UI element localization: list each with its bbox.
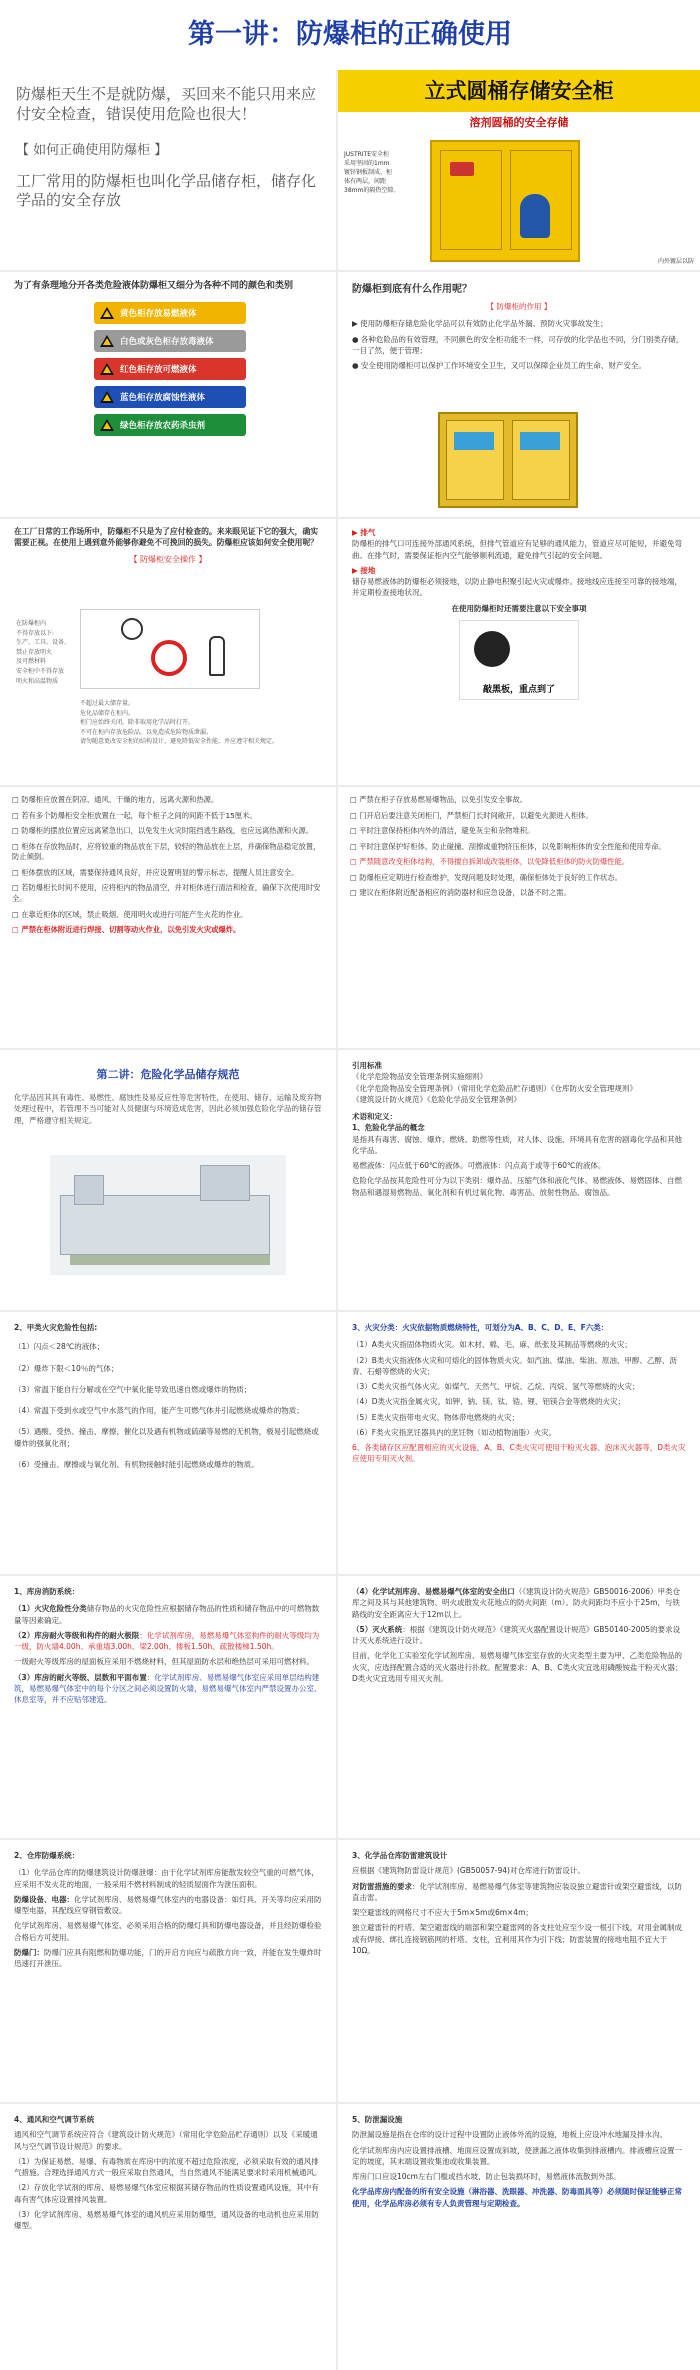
- ad-spec: 镀锌钢板制成，柜: [344, 169, 393, 176]
- para-text: ：根据《建筑设计防火规范》《建筑灭火器配置设计规范》GB50140-2005的要求设计灭火系统进行设计。: [352, 1624, 681, 1645]
- check-item: [12, 795, 324, 806]
- para: [352, 1624, 686, 1647]
- para: 独立避雷针的杆塔、架空避雷线的端部和架空避雷网的各支柱处应至少设一根引下线。对用金属制成或有焊接、绑扎连接钢筋网的杆塔、支柱，宜利用其作为引下线；防雷装置的接地电阻不宜大于10Ω。: [352, 1923, 682, 1955]
- check-text: □ 严禁随意改变柜体结构，不得擅自拆卸或改装柜体，以免降低柜体的防火防爆性能。: [350, 857, 630, 867]
- fire-class-item: （2）B类火灾指液体火灾和可熔化的固体物质火灾。如汽油、煤油、柴油、原油、甲醇、乙醇、沥青、石蜡等燃烧的火灾；: [352, 1355, 677, 1376]
- label-text: 蓝色柜存放腐蚀性液体: [120, 393, 206, 404]
- term-text: 危险化学品按其危险性可分为以下类别：爆炸品、压缩气体和液化气体、易燃液体、易燃固体、自燃物品和遇湿易燃物品、氧化剂和有机过氧化物、毒害品、放射性物品、腐蚀品。: [352, 1176, 682, 1197]
- check-text: □ 防爆柜应放置在阴凉、通风、干燥的地方，远离火源和热源。: [12, 795, 219, 804]
- slide2-bullet: ● 安全使用防爆柜可以保护工作环境安全卫生，又可以保障企业员工的生命、财产安全。: [352, 361, 646, 370]
- slide9-title: 2、甲类火灾危险性包括:: [14, 1323, 98, 1332]
- para: [14, 1672, 322, 1706]
- class-a-item: （4）常温下受到水或空气中水蒸气的作用，能产生可燃气体并引起燃烧或爆炸的物质；: [14, 1406, 304, 1415]
- color-label-list: [94, 302, 246, 436]
- para: 一级耐火等级库房的屋面板应采用不燃烧材料，但其屋面防水层和绝热层可采用可燃材料。: [14, 1657, 314, 1667]
- warning-icon: [100, 363, 114, 375]
- para-title: （2）库房耐火等级和构件的耐火极限: [14, 1630, 140, 1640]
- label-yellow: [94, 302, 246, 324]
- para: [352, 1881, 686, 1904]
- para-text: 化学试剂库房、易燃易爆气体室内的电器设备：如灯具、开关等均应采用防爆型电器，其配线应穿钢管敷设。: [14, 1894, 322, 1915]
- para: 目前，化学化工实验室化学试剂库房、易燃易爆气体室室存放的火灾类型主要为甲、乙类危险物品的火灾，应选择配置合适的灭火器进行扑救。配置要求：A、B、C类火灾宜选用磷酸铵盐干粉灭火器；D类火灾宜选用专用灭火剂。: [352, 1651, 683, 1683]
- note-line: 明火和高温物质: [16, 677, 59, 685]
- label-text: 红色柜存放可燃液体: [120, 365, 197, 376]
- meme-face-icon: [474, 631, 510, 667]
- para-title: 防爆门：: [14, 1947, 44, 1957]
- para: （2）存放化学试剂的库房、易燃易爆气体室应根据其储存物品的性质设置通风设施，其中有毒有害气体应设置排风装置。: [14, 2183, 319, 2204]
- ad-subtitle: 溶剂圆桶的安全存储: [469, 116, 569, 129]
- check-text: □ 防爆柜应定期进行检查维护，发现问题及时处理，确保柜体处于良好的工作状态。: [350, 872, 622, 882]
- note-line: 在防爆柜内: [16, 620, 47, 627]
- label-text: 绿色柜存放农药杀虫剂: [120, 421, 206, 432]
- para: （3）化学试剂库房、易燃易爆气体室的通风机应采用防爆型，通风设备的电动机也应采用防爆型。: [14, 2209, 319, 2230]
- class-a-item: （5）遇酸、受热、撞击、摩擦、催化以及遇有机物或硫磺等易燃的无机物，极易引起燃烧或爆炸的强氧化剂；: [14, 1427, 319, 1448]
- bottom-line: 请勿随意更改安全柜的结构设计，避免降低安全性能，并应遵守相关规定。: [80, 738, 279, 746]
- slide-leak-prevention: [338, 2104, 700, 2370]
- warning-icon: [100, 307, 114, 319]
- note-line: 生产、工具、设备、: [16, 639, 71, 647]
- bottom-line: 柜门应始终关闭，除非取用化学品时打开。: [80, 719, 195, 727]
- term-title: 1、危险化学品的概念: [352, 1123, 425, 1133]
- slide3-bottom: [80, 699, 320, 747]
- para: [14, 1630, 322, 1653]
- check-item: [350, 842, 688, 853]
- slide2-bullet: ● 各种危险品的有效管理，不同颜色的安全柜功能不一样，可存放的化学品也不同，分门别类存储，一目了然，便于管理；: [352, 334, 684, 355]
- label-blue: [94, 386, 246, 408]
- check-item: [12, 842, 324, 863]
- check-item: [350, 826, 688, 837]
- slide7-body: 化学品因其具有毒性、易燃性、腐蚀性及易反应性等危害特性，在使用、储存、运输及废弃物处理过程中，若管理不当可能对人员健康与环境造成危害，因此必须加强危险化学品的储存管理，严格遵守相关规定。: [14, 1093, 322, 1125]
- ground-title: ▶ 接地: [352, 565, 376, 575]
- label-white: [94, 330, 246, 352]
- slide11-title: 1、库房消防系统：: [14, 1587, 80, 1596]
- yellow-cabinet-image: [430, 140, 580, 262]
- slide-standards: [338, 1050, 700, 1310]
- para: 化学品库房内配备的所有安全设施（淋浴器、洗眼器、冲洗器、防毒面具等）必须随时保证能够正常使用，化学品库房必须有专人负责管理与定期检查。: [352, 2187, 682, 2208]
- check-text: □ 防爆柜的摆放位置应远离紧急出口，以免发生火灾时阻挡逃生路线，也应远离热源和火源。: [12, 826, 314, 836]
- ground-text: 储存易燃液体的防爆柜必须接地，以防止静电积聚引起火灾或爆炸。接地线应连接至可靠的接地端，并定期检查接地状况。: [352, 577, 682, 598]
- para-text: ：化学试剂库房、易燃易爆气体室等建筑物应装设独立避雷针或架空避雷线，以防直击雷。: [352, 1881, 682, 1902]
- ad-specs: [344, 150, 399, 195]
- slide-fire-protection: [0, 1576, 336, 1838]
- check-text: □ 平时注意保持柜体内外的清洁，避免灰尘和杂物堆积。: [350, 826, 535, 836]
- slide1-heading: 为了有条理地分开各类危险液体防爆柜又细分为各种不同的颜色和类别: [14, 281, 294, 291]
- slide-checklist-2: [338, 787, 700, 1048]
- check-item: [12, 868, 324, 879]
- sad-face-icon: [121, 618, 143, 640]
- para: [14, 1894, 322, 1917]
- slide-exits-extinguish: [338, 1576, 700, 1838]
- para: [352, 1586, 686, 1620]
- slide-safe-operation: [0, 519, 336, 785]
- check-item: [350, 811, 688, 822]
- label-text: 白色或灰色柜存放毒液体: [120, 337, 214, 348]
- bottom-line: 不超过最大储存量。: [80, 700, 135, 707]
- para-title: （5）灭火系统: [352, 1624, 403, 1634]
- para-text: ：化学试剂库房、易燃易爆气体室应采用单层结构建筑，易燃易爆气体室中的每个分区之间必须设置防火墙，易燃易爆气体室内严禁设置办公室、休息室等，并不应贴邻建造。: [14, 1672, 322, 1704]
- ad-footnote: 内外镀层以防: [657, 258, 694, 265]
- label-text: 黄色柜存放易燃液体: [120, 309, 197, 320]
- cabinet-ad: [338, 70, 700, 270]
- slide-explosion-proof: [0, 1840, 336, 2102]
- label-green: [94, 414, 246, 436]
- note-line: 不得存放以下:: [16, 629, 55, 637]
- check-text: □ 柜体摆放的区域，需要保持通风良好，并应设置明显的警示标志，提醒人员注意安全。: [12, 867, 299, 877]
- ad-spec: 体有两层，间距: [344, 178, 387, 185]
- class-a-item: （3）常温下能自行分解或在空气中氧化能导致迅速自燃或爆炸的物质；: [14, 1384, 252, 1394]
- ref-line: 《建筑设计防火规范》《危险化学品安全管理条例》: [352, 1094, 521, 1104]
- para-title: （4）化学试剂库房、易燃易爆气体室的安全出口: [352, 1587, 515, 1596]
- para: 库房门口应设10cm左右门槛或挡水坡，防止包装损坏时，易燃液体流散到外部。: [352, 2172, 621, 2181]
- para-text: 防爆门应具有阻燃和防爆功能，门的开启方向应与疏散方向一致，并能在发生爆炸时迅速打开泄压。: [14, 1947, 322, 1968]
- class-a-item: （6）受撞击、摩擦或与氧化剂、有机物接触时能引起燃烧或爆炸的物质。: [14, 1459, 259, 1469]
- class-a-item: （1）闪点＜28℃的液体；: [14, 1342, 105, 1352]
- slide-storage-intro: [0, 1050, 336, 1310]
- safety-icon-panel: [80, 609, 260, 689]
- check-item: [12, 910, 324, 921]
- slide-exhaust-ground: [338, 519, 700, 785]
- slide-class-a: [0, 1312, 336, 1574]
- slide2-heading: 防爆柜到底有什么作用呢？: [352, 284, 472, 295]
- para: 通风和空气调节系统应符合《建筑设计防火规范》（常用化学危险品贮存通则）以及《采暖通风与空气调节设计规范》的要求。: [14, 2130, 318, 2151]
- check-item: [350, 795, 688, 806]
- intro-section: 【 如何正确使用防爆柜 】: [16, 142, 168, 158]
- check-text: □ 门开启后要注意关闭柜门，严禁柜门长时间敞开，以避免火源进入柜体。: [350, 810, 593, 820]
- para-title: （1）火灾危险性分类: [14, 1604, 87, 1614]
- slide-checklist-1: [0, 787, 336, 1048]
- slide3-heading: 在工厂日常的工作场所中，防爆柜不只是为了应付检查的。来来眼见证下它的强大，确实需要正视。在使用上遇到意外能够你避免不可挽回的损失。防爆柜应该如何安全使用呢？: [14, 527, 319, 547]
- para: （1）为保证易燃、易爆、有毒物质在库房中的浓度不超过危险浓度，必须采取有效的通风排气措施。合理选择通风方式一般应采取自然通风，当自然通风不能满足要求时采用机械通风。: [14, 2156, 322, 2177]
- check-item: [12, 826, 324, 837]
- cabinet-photo: [438, 412, 578, 508]
- slide15-title: 4、通风和空气调节系统: [14, 2115, 95, 2124]
- fire-class-item: （1）A类火灾指固体物质火灾。如木材、棉、毛、麻、纸张及其制品等燃烧的火灾；: [352, 1340, 632, 1350]
- exhaust-text: 防爆柜的排气口可连接外部通风系统，但排气管道应有足够的通风能力，管道应尽可能短，并避免弯曲。在排气时，需要保证柜内空气能够顺利流通，避免排气引起的安全问题。: [352, 539, 682, 560]
- slide-cabinet-function: [338, 272, 700, 517]
- warning-notes: [16, 619, 70, 686]
- para-title: 防爆设备、电器：: [14, 1894, 74, 1904]
- ad-title: 立式圆桶存储安全柜: [338, 70, 700, 112]
- ad-spec: 采用坚固的1mm: [344, 160, 390, 167]
- intro-slide: [0, 70, 336, 270]
- para: 化学试剂库房、易燃易爆气体室、必须采用合格的防爆灯具和防爆电器设备，并且经防爆检验合格后方可使用。: [14, 1921, 322, 1942]
- check-item: [12, 925, 324, 936]
- bottom-line: 危化品储存在柜内。: [80, 709, 135, 717]
- fire-class-item: （4）D类火灾指金属火灾。如钾、钠、镁、钛、锆、锂、铝镁合金等燃烧的火灾；: [352, 1397, 626, 1407]
- slide2-bullet: ▶ 使用防爆柜存储危险化学品可以有效防止化学品外漏、预防火灾事故发生；: [352, 319, 608, 329]
- check-text: □ 建议在柜体附近配备相应的消防器材和应急设备，以备不时之需。: [350, 888, 571, 898]
- note-line: 安全柜中不得存放: [16, 667, 65, 675]
- bottom-line: 不可在柜内存放危险品，以免造成危险物质泄漏。: [80, 728, 213, 736]
- slide7-title: 第二讲：危险化学品储存规范: [96, 1068, 240, 1081]
- facility-image: [50, 1155, 286, 1275]
- check-text: □ 在靠近柜体的区域，禁止吸烟、使用明火或进行可能产生火花的作业。: [12, 909, 248, 919]
- note-line: 及可燃材料: [16, 658, 47, 666]
- slide10-title: 3、火灾分类：火灾依据物质燃烧特性，可划分为A、B、C、D、E、F六类：: [352, 1323, 609, 1332]
- para: 应根据《建筑物防雷设计规范》(GB50057-94)对仓库进行防雷设计。: [352, 1866, 585, 1876]
- slide2-sub: 【 防爆柜的作用 】: [486, 302, 552, 311]
- ad-spec: 38mm的隔热空隙。: [344, 187, 400, 194]
- check-item: [12, 883, 324, 904]
- meme-image: [459, 620, 579, 700]
- para-title: （3）库房的耐火等级、层数和平面布置: [14, 1672, 147, 1682]
- para: 化学试剂库房内应设置排液槽、地面应设置成斜坡，使泄漏之液体收集到排液槽内。排液槽应设置一定的坡度，其末端设置收集池或收集装置。: [352, 2145, 682, 2166]
- slide13-title: 2、仓库防爆系统：: [14, 1851, 80, 1860]
- slide-cabinet-colors: [0, 272, 336, 517]
- term-text: 易燃液体：闪点低于60℃的液体。可燃液体：闪点高于或等于60℃的液体。: [352, 1161, 606, 1170]
- para-text: （《建筑设计防火规范》GB50016-2006）甲类仓库之间及其与其他建筑物、明火或散发火花地点的防火间距（m）。防火间距均不应小于25m，与铁路线的安全距离应大于12m以上。: [352, 1587, 681, 1619]
- warning-icon: [100, 419, 114, 431]
- ref-line: 《化学危险物品安全管理条例实施细则》: [352, 1072, 487, 1082]
- para: 架空避雷线的网格尺寸不应大于5m×5m或6m×4m；: [352, 1908, 533, 1917]
- fire-class-item: （6）F类火灾指烹饪器具内的烹饪物（如动植物油脂）火灾。: [352, 1427, 557, 1437]
- class-a-item: （2）爆炸下限＜10％的气体；: [14, 1363, 119, 1373]
- note-line: 禁止存放明火: [16, 648, 53, 656]
- warning-icon: [100, 391, 114, 403]
- para-text: ：化学试剂库房，易燃易爆气体室构件的耐火等级均为一级，防火墙4.00h、承重墙3.00h、梁2.00h、楼板1.50h、疏散楼梯1.50h。: [14, 1630, 320, 1651]
- fire-class-item: （5）E类火灾指带电火灾。物体带电燃烧的火灾；: [352, 1412, 520, 1422]
- para: [14, 1603, 322, 1626]
- para: 防泄漏设施是指在仓库的设计过程中设置防止液体外流的设施，地板上应设冲水地漏及排水沟。: [352, 2130, 667, 2140]
- check-item: [350, 857, 688, 868]
- slide-ventilation: [0, 2104, 336, 2370]
- ad-spec: JUSTRITE安全柜: [344, 151, 390, 158]
- fire-class-item: （3）C类火灾指气体火灾。如煤气、天然气、甲烷、乙烷、丙烷、氢气等燃烧的火灾；: [352, 1382, 640, 1391]
- slide4-caption: 在使用防爆柜时还需要注意以下安全事项: [451, 603, 587, 613]
- ref-line: 《化学危险物品安全管理条例》（常用化学危险品贮存通则）《仓库防火安全管理规则》: [352, 1083, 637, 1093]
- label-red: [94, 358, 246, 380]
- slide8-title: 引用标准: [352, 1061, 382, 1070]
- para-title: 对防雷措施的要求: [352, 1881, 412, 1891]
- exhaust-title: ▶ 排气: [352, 528, 376, 537]
- slide14-title: 3、化学品仓库防雷建筑设计: [352, 1851, 448, 1860]
- check-text: □ 若防爆柜长时间不使用，应将柜内的物品清空，并对柜体进行清洁和检查，确保下次使用时安全。: [12, 883, 321, 904]
- check-item: [12, 811, 324, 822]
- fire-note: 6、各类储存区应配置相应的灭火设施，A、B、C类火灾可使用干粉灭火器、泡沫灭火器等，D类火灾应使用专用灭火剂。: [352, 1443, 686, 1464]
- slide3-sub: 【 防爆柜安全操作 】: [129, 554, 207, 564]
- para: （1）化学品仓库的防爆建筑设计防爆泄爆：由于化学试剂库房能散发较空气重的可燃气体，应采用不发火花的地面，一般采用不燃材料制成的轻质屋面作为泄压面积。: [14, 1868, 319, 1889]
- slide16-title: 5、防泄漏设施: [352, 2115, 403, 2124]
- check-text: □ 严禁在柜子存放易燃易爆物品，以免引发安全事故。: [350, 795, 528, 804]
- no-smoking-icon: [151, 640, 187, 676]
- check-text: □ 平时注意保护好柜体，防止碰撞、刮擦或重物挤压柜体，以免影响柜体的安全性能和使用寿命。: [350, 841, 666, 851]
- check-item: [350, 873, 688, 884]
- intro-partial: 工厂常用的防爆柜也叫化学品储存柜，储存化学品的安全存放: [16, 171, 317, 209]
- para-text: 储存物品的火灾危险性应根据储存物品的性质和储存物品中的可燃物数量等因素确定。: [14, 1604, 320, 1625]
- warning-icon: [100, 335, 114, 347]
- check-text: □ 柜体在存放物品时，应将较重的物品放在下层，较轻的物品放在上层，并确保物品稳定放置，防止倾倒。: [12, 841, 321, 862]
- page-title: 第一讲：防爆柜的正确使用: [0, 0, 700, 70]
- slide-fire-classes: [338, 1312, 700, 1574]
- check-text: □ 若有多个防爆柜安全柜放置在一起，每个柜子之间的间距不低于15厘米。: [12, 810, 257, 820]
- check-item: [350, 888, 688, 899]
- para: [14, 1947, 322, 1970]
- term-text: 是指具有毒害、腐蚀、爆炸、燃烧、助燃等性质，对人体、设施、环境具有危害的剧毒化学品和其他化学品。: [352, 1134, 682, 1155]
- intro-lead: 防爆柜天生不是就防爆，买回来不能只用来应付安全检查，错误使用危险也很大！: [16, 85, 317, 124]
- check-text: □ 严禁在柜体附近进行焊接、切割等动火作业，以免引发火灾或爆炸。: [12, 925, 241, 935]
- slide-lightning: [338, 1840, 700, 2102]
- meme-caption: 敲黑板，重点到了: [482, 684, 555, 695]
- bottle-icon: [209, 636, 225, 676]
- terms-title: 术语和定义：: [352, 1112, 397, 1121]
